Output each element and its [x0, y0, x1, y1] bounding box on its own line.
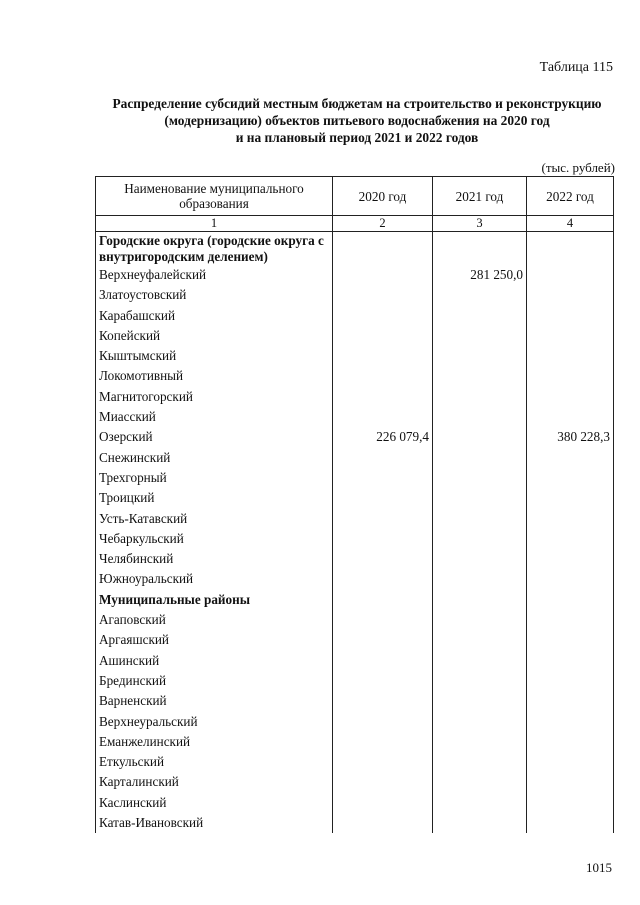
value-2020	[333, 448, 433, 468]
heading-line: (модернизацию) объектов питьевого водоснабжения на 2020 год	[164, 113, 550, 128]
value-2022	[527, 793, 614, 813]
table-row	[96, 712, 614, 732]
value-2022	[527, 569, 614, 589]
value-2020	[333, 651, 433, 671]
table-row	[96, 448, 614, 468]
value-2021	[433, 509, 527, 529]
value-2020	[333, 387, 433, 407]
table-row	[96, 651, 614, 671]
value-2021	[433, 488, 527, 508]
value-2022	[527, 712, 614, 732]
municipality-name: Муниципальные районы	[96, 590, 333, 610]
value-2021	[433, 651, 527, 671]
table-row	[96, 549, 614, 569]
municipality-name: Снежинский	[96, 448, 333, 468]
column-number-row	[96, 216, 614, 232]
value-2021	[433, 793, 527, 813]
value-2022	[527, 366, 614, 386]
value-2021	[433, 813, 527, 833]
table-row	[96, 813, 614, 833]
value-2022	[527, 488, 614, 508]
municipality-name: Брединский	[96, 671, 333, 691]
value-2021	[433, 306, 527, 326]
table-row	[96, 752, 614, 772]
municipality-name: Агаповский	[96, 610, 333, 630]
value-2020	[333, 630, 433, 650]
value-2020	[333, 712, 433, 732]
municipality-name: Карабашский	[96, 306, 333, 326]
value-2020	[333, 590, 433, 610]
municipality-name: Копейский	[96, 326, 333, 346]
col-header-2020: 2020 год	[333, 177, 433, 216]
value-2022	[527, 651, 614, 671]
value-2020	[333, 407, 433, 427]
table-heading	[92, 95, 622, 146]
value-2022	[527, 630, 614, 650]
value-2022: 380 228,3	[527, 427, 614, 447]
col-number: 1	[96, 216, 333, 232]
municipality-name: Челябинский	[96, 549, 333, 569]
table-row	[96, 529, 614, 549]
value-2021	[433, 732, 527, 752]
value-2020	[333, 732, 433, 752]
value-2022	[527, 732, 614, 752]
table-row	[96, 732, 614, 752]
value-2022	[527, 691, 614, 711]
municipality-name: Усть-Катавский	[96, 509, 333, 529]
value-2021	[433, 366, 527, 386]
value-2021	[433, 549, 527, 569]
value-2021: 281 250,0	[433, 265, 527, 285]
value-2021	[433, 232, 527, 266]
municipality-name: Каслинский	[96, 793, 333, 813]
value-2020	[333, 232, 433, 266]
table-row	[96, 387, 614, 407]
municipality-name: Озерский	[96, 427, 333, 447]
value-2020	[333, 793, 433, 813]
heading-line: и на плановый период 2021 и 2022 годов	[235, 130, 479, 145]
table-row	[96, 509, 614, 529]
municipality-name: Локомотивный	[96, 366, 333, 386]
value-2022	[527, 671, 614, 691]
value-2022	[527, 232, 614, 266]
table-row	[96, 427, 614, 447]
value-2021	[433, 691, 527, 711]
municipality-name: Аргаяшский	[96, 630, 333, 650]
value-2022	[527, 509, 614, 529]
table-row	[96, 630, 614, 650]
table-row	[96, 772, 614, 792]
municipality-name: Миасский	[96, 407, 333, 427]
table-body	[96, 232, 614, 834]
value-2020	[333, 285, 433, 305]
value-2020	[333, 306, 433, 326]
municipality-name: Кыштымский	[96, 346, 333, 366]
municipality-name: Ашинский	[96, 651, 333, 671]
value-2022	[527, 285, 614, 305]
value-2020	[333, 752, 433, 772]
value-2020: 226 079,4	[333, 427, 433, 447]
municipality-name: Троицкий	[96, 488, 333, 508]
value-2020	[333, 529, 433, 549]
value-2020	[333, 549, 433, 569]
value-2021	[433, 407, 527, 427]
value-2021	[433, 569, 527, 589]
value-2020	[333, 610, 433, 630]
municipality-name: Трехгорный	[96, 468, 333, 488]
col-number: 2	[333, 216, 433, 232]
value-2020	[333, 509, 433, 529]
table-row	[96, 346, 614, 366]
value-2021	[433, 671, 527, 691]
value-2022	[527, 549, 614, 569]
value-2022	[527, 306, 614, 326]
value-2022	[527, 610, 614, 630]
table-row	[96, 488, 614, 508]
value-2022	[527, 326, 614, 346]
col-header-2022: 2022 год	[527, 177, 614, 216]
table-row	[96, 691, 614, 711]
value-2021	[433, 285, 527, 305]
value-2021	[433, 610, 527, 630]
col-header-name: Наименование муниципального образования	[96, 177, 333, 216]
table-row	[96, 671, 614, 691]
value-2020	[333, 488, 433, 508]
page-number: 1015	[586, 860, 612, 875]
col-number: 4	[527, 216, 614, 232]
value-2020	[333, 671, 433, 691]
table-row	[96, 306, 614, 326]
value-2021	[433, 752, 527, 772]
value-2022	[527, 265, 614, 285]
table-row	[96, 265, 614, 285]
table-row	[96, 407, 614, 427]
value-2022	[527, 772, 614, 792]
value-2020	[333, 346, 433, 366]
value-2020	[333, 813, 433, 833]
table-row	[96, 366, 614, 386]
units-note: (тыс. рублей)	[541, 160, 615, 175]
value-2021	[433, 326, 527, 346]
municipality-name: Карталинский	[96, 772, 333, 792]
value-2022	[527, 752, 614, 772]
municipality-name: Южноуральский	[96, 569, 333, 589]
value-2022	[527, 813, 614, 833]
value-2022	[527, 468, 614, 488]
heading-line: Распределение субсидий местным бюджетам на строительство и реконструкцию	[112, 96, 602, 111]
municipality-name: Еткульский	[96, 752, 333, 772]
value-2021	[433, 346, 527, 366]
table-row	[96, 569, 614, 589]
value-2021	[433, 590, 527, 610]
value-2020	[333, 772, 433, 792]
value-2021	[433, 529, 527, 549]
municipality-name: Катав-Ивановский	[96, 813, 333, 833]
value-2022	[527, 346, 614, 366]
municipality-name: Верхнеуральский	[96, 712, 333, 732]
value-2022	[527, 448, 614, 468]
value-2020	[333, 326, 433, 346]
municipality-name: Варненский	[96, 691, 333, 711]
table-row	[96, 793, 614, 813]
value-2022	[527, 407, 614, 427]
section-row	[96, 232, 614, 266]
value-2021	[433, 387, 527, 407]
municipality-name: Городские округа (городские округа с внутригородским делением)	[96, 232, 333, 266]
municipality-name: Магнитогорский	[96, 387, 333, 407]
value-2020	[333, 468, 433, 488]
value-2021	[433, 772, 527, 792]
value-2020	[333, 569, 433, 589]
table-row	[96, 326, 614, 346]
municipality-name: Златоустовский	[96, 285, 333, 305]
municipality-name: Верхнеуфалейский	[96, 265, 333, 285]
section-row	[96, 590, 614, 610]
value-2020	[333, 265, 433, 285]
table-row	[96, 468, 614, 488]
value-2021	[433, 630, 527, 650]
value-2022	[527, 387, 614, 407]
value-2021	[433, 468, 527, 488]
value-2021	[433, 448, 527, 468]
table-label: Таблица 115	[539, 60, 613, 75]
municipality-name: Еманжелинский	[96, 732, 333, 752]
header-row	[96, 177, 614, 216]
table-row	[96, 610, 614, 630]
value-2021	[433, 712, 527, 732]
value-2020	[333, 366, 433, 386]
value-2022	[527, 529, 614, 549]
subsidy-table	[95, 176, 614, 833]
table-row	[96, 285, 614, 305]
col-number: 3	[433, 216, 527, 232]
municipality-name: Чебаркульский	[96, 529, 333, 549]
value-2021	[433, 427, 527, 447]
value-2022	[527, 590, 614, 610]
col-header-2021: 2021 год	[433, 177, 527, 216]
value-2020	[333, 691, 433, 711]
